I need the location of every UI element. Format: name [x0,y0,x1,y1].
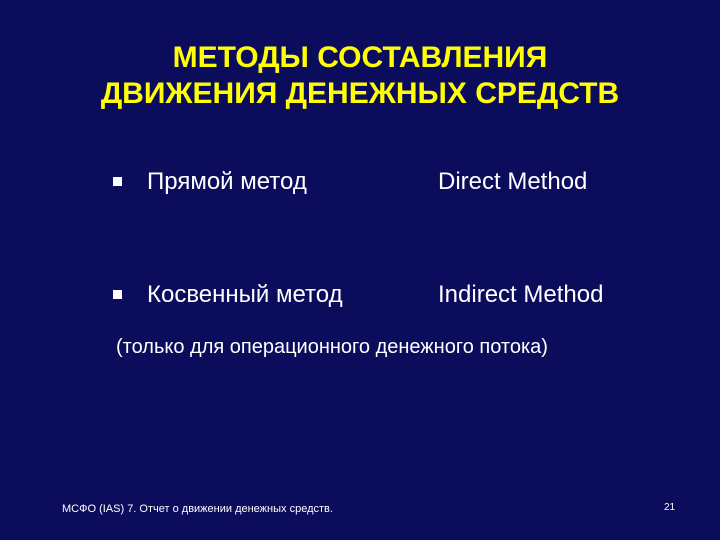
slide-title-line-1: МЕТОДЫ СОСТАВЛЕНИЯ [172,41,548,74]
square-bullet-icon [113,290,122,299]
method-row-indirect [0,276,720,316]
slide-footer: МСФО (IAS) 7. Отчет о движении денежных средств. [62,503,333,515]
slide-title [40,40,680,112]
page-number: 21 [664,502,676,513]
method-note: (только для операционного денежного потока) [116,336,548,358]
square-bullet-icon [113,177,122,186]
method-row-direct [0,163,720,203]
method-label-ru: Прямой метод [147,168,307,195]
method-label-ru: Косвенный метод [147,281,343,308]
method-label-en: Indirect Method [438,281,604,308]
method-label-en: Direct Method [438,168,588,195]
slide-title-line-2: ДВИЖЕНИЯ ДЕНЕЖНЫХ СРЕДСТВ [100,77,620,110]
